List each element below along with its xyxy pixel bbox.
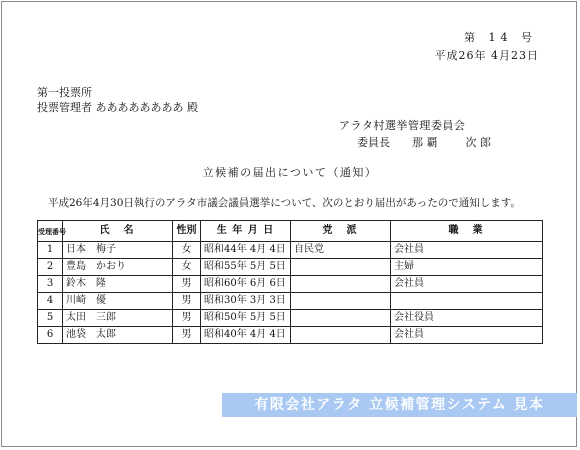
cell-party	[291, 327, 391, 344]
sender-committee: アラタ村選挙管理委員会	[339, 119, 466, 132]
cell-party	[291, 276, 391, 293]
cell-job: 会社員	[391, 327, 543, 344]
cell-birth: 昭和60年 6月 6日	[201, 276, 291, 293]
cell-no: 6	[38, 327, 63, 344]
header-birth: 生 年 月 日	[201, 221, 291, 242]
header-sex: 性別	[173, 221, 201, 242]
cell-birth: 昭和40年 4月 4日	[201, 327, 291, 344]
table-row	[38, 242, 543, 259]
chair-name-part2: 次 郎	[465, 136, 491, 149]
cell-sex: 女	[173, 242, 201, 259]
addressee-manager: 投票管理者 ああああああああ 殿	[37, 101, 198, 114]
chair-name-part1: 那 覇	[412, 136, 438, 149]
table-row	[38, 259, 543, 276]
cell-no: 2	[38, 259, 63, 276]
cell-name: 鈴木 隆	[63, 276, 173, 293]
cell-sex: 男	[173, 327, 201, 344]
candidate-table	[37, 220, 543, 344]
document-number: 第 14 号	[464, 31, 537, 44]
cell-job	[391, 293, 543, 310]
table-row	[38, 327, 543, 344]
cell-sex: 女	[173, 259, 201, 276]
cell-no: 5	[38, 310, 63, 327]
cell-party	[291, 293, 391, 310]
cell-sex: 男	[173, 293, 201, 310]
document-title: 立候補の届出について（通知）	[202, 166, 378, 179]
cell-name: 日本 梅子	[63, 242, 173, 259]
chair-title: 委員長	[357, 136, 390, 149]
table-row	[38, 310, 543, 327]
cell-party: 自民党	[291, 242, 391, 259]
document-body: 平成26年4月30日執行のアラタ市議会議員選挙について、次のとおり届出があったので通知します。	[48, 197, 521, 209]
header-party: 党 派	[291, 221, 391, 242]
cell-party	[291, 259, 391, 276]
header-job: 職 業	[391, 221, 543, 242]
header-name: 氏 名	[63, 221, 173, 242]
cell-job: 会社員	[391, 242, 543, 259]
table-header-row	[38, 221, 543, 242]
header-no: 受理番号	[38, 221, 63, 242]
cell-party	[291, 310, 391, 327]
cell-job: 主婦	[391, 259, 543, 276]
sample-watermark: 有限会社アラタ 立候補管理システム 見本	[222, 393, 577, 417]
addressee-place: 第一投票所	[37, 86, 92, 99]
cell-job: 会社員	[391, 276, 543, 293]
sender-chair	[357, 136, 491, 149]
table-row	[38, 276, 543, 293]
cell-birth: 昭和50年 5月 5日	[201, 310, 291, 327]
cell-no: 1	[38, 242, 63, 259]
cell-birth: 昭和44年 4月 4日	[201, 242, 291, 259]
cell-no: 3	[38, 276, 63, 293]
cell-name: 豊島 かおり	[63, 259, 173, 276]
cell-birth: 昭和30年 3月 3日	[201, 293, 291, 310]
cell-sex: 男	[173, 276, 201, 293]
cell-name: 池袋 太郎	[63, 327, 173, 344]
cell-name: 太田 三郎	[63, 310, 173, 327]
table-row	[38, 293, 543, 310]
cell-name: 川崎 優	[63, 293, 173, 310]
document-date: 平成26年 4月23日	[434, 49, 539, 62]
cell-no: 4	[38, 293, 63, 310]
cell-birth: 昭和55年 5月 5日	[201, 259, 291, 276]
cell-sex: 男	[173, 310, 201, 327]
cell-job: 会社役員	[391, 310, 543, 327]
